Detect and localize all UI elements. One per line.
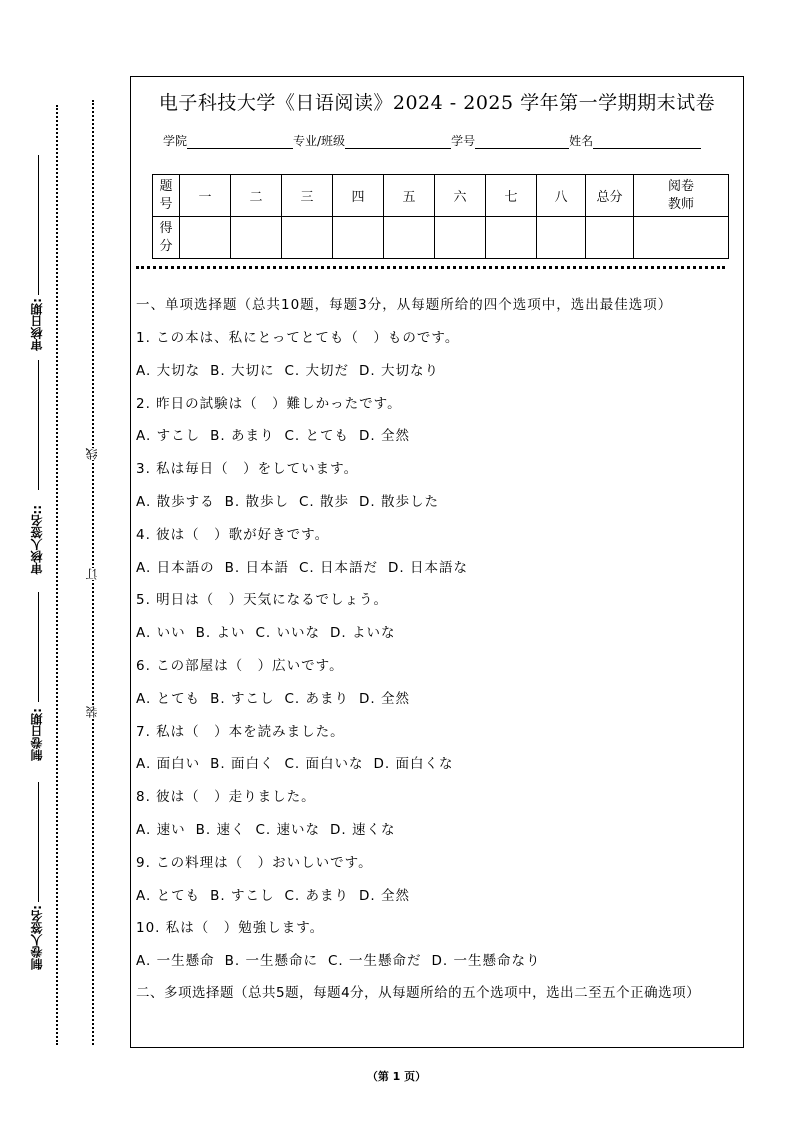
option-b[interactable]: B. すこし: [210, 690, 275, 707]
question-stem: 10. 私は（ ）勉強します。: [136, 920, 325, 937]
major-field[interactable]: [345, 134, 451, 149]
binding-char-ding: 订: [85, 568, 99, 580]
question-stem: 3. 私は毎日（ ）をしています。: [136, 461, 359, 478]
page-number: （第 1 页）: [366, 1070, 427, 1083]
option-b[interactable]: B. 日本語: [224, 559, 289, 576]
option-c[interactable]: C. とても: [284, 428, 349, 445]
option-a[interactable]: A. 面白い: [136, 756, 201, 773]
option-d[interactable]: D. 面白くな: [373, 756, 454, 773]
option-a[interactable]: A. すこし: [136, 428, 201, 445]
score-cell[interactable]: [537, 217, 586, 259]
option-a[interactable]: A. 大切な: [136, 362, 201, 379]
question-stem: 4. 彼は（ ）歌が好きです。: [136, 526, 330, 543]
question-stem: 7. 私は（ ）本を読みました。: [136, 723, 345, 740]
option-c[interactable]: C. 一生懸命だ: [327, 953, 422, 970]
question-options: [136, 818, 405, 838]
option-a[interactable]: A. いい: [136, 625, 186, 642]
score-cell[interactable]: [384, 217, 435, 259]
score-table: [152, 174, 729, 259]
major-label: 专业/班级: [293, 134, 346, 148]
col-header: 二: [231, 175, 282, 217]
question-stem: 9. この料理は（ ）おいしいです。: [136, 854, 373, 871]
college-label: 学院: [163, 134, 188, 148]
option-c[interactable]: C. あまり: [284, 887, 349, 904]
option-d[interactable]: D. 全然: [358, 428, 410, 445]
student-info-row: [163, 132, 701, 149]
reviewer-sign-label: 审核人签名::: [30, 505, 44, 575]
question-stem: 5. 明日は（ ）天気になるでしょう。: [136, 592, 389, 609]
question-options: [136, 949, 550, 969]
option-b[interactable]: B. 大切に: [210, 362, 275, 379]
question-options: [136, 424, 420, 444]
option-c[interactable]: C. 散歩: [298, 494, 349, 510]
binding-char-zhuang: 装: [85, 706, 99, 718]
option-d[interactable]: D. 全然: [358, 690, 410, 707]
reviewer-date-label: 审核日期:: [30, 298, 44, 351]
option-a[interactable]: A. 一生懸命: [136, 953, 215, 970]
option-d[interactable]: D. よいな: [329, 625, 396, 642]
score-total-cell[interactable]: [586, 217, 634, 259]
binding-dotted-line-outer: [56, 105, 58, 1045]
question-stem: 1. この本は、私にとってとても（ ）ものです。: [136, 330, 460, 346]
dotted-separator: [136, 266, 725, 269]
question-options: [136, 687, 420, 707]
question-stem: 8. 彼は（ ）走りました。: [136, 789, 316, 806]
option-b[interactable]: B. 面白く: [210, 756, 275, 773]
option-d[interactable]: D. 日本語な: [387, 559, 468, 576]
question-stem: 6. この部屋は（ ）広いです。: [136, 658, 344, 674]
option-a[interactable]: A. とても: [136, 690, 201, 707]
maker-sign-line: [38, 782, 39, 902]
option-c[interactable]: C. 大切だ: [284, 362, 349, 379]
college-field[interactable]: [187, 134, 293, 149]
col-header: 四: [333, 175, 384, 217]
score-cell[interactable]: [486, 217, 537, 259]
name-label: 姓名: [569, 134, 594, 148]
section2-heading: 二、多项选择题（总共5题，每题4分，从每题所给的五个选项中，选出二至五个正确选项）: [136, 985, 701, 1001]
option-b[interactable]: B. 一生懸命に: [224, 953, 318, 970]
question-options: [136, 359, 449, 379]
option-d[interactable]: D. 一生懸命なり: [431, 953, 541, 970]
question-options: [136, 752, 463, 772]
option-d[interactable]: D. 散歩した: [358, 494, 439, 510]
option-b[interactable]: B. あまり: [210, 428, 275, 445]
col-header: 三: [282, 175, 333, 217]
option-b[interactable]: B. 速く: [195, 822, 246, 838]
option-a[interactable]: A. とても: [136, 887, 201, 904]
student-id-label: 学号: [451, 134, 476, 148]
score-cell[interactable]: [180, 217, 231, 259]
name-field[interactable]: [593, 134, 701, 149]
score-row-header: 得 分: [153, 217, 180, 259]
col-header: 八: [537, 175, 586, 217]
maker-date-line: [38, 592, 39, 702]
grader-header: 阅卷 教师: [634, 175, 729, 217]
question-options: [136, 490, 449, 510]
col-header: 五: [384, 175, 435, 217]
question-options: [136, 884, 420, 904]
score-cell[interactable]: [333, 217, 384, 259]
reviewer-sign-line: [38, 360, 39, 490]
student-id-field[interactable]: [475, 134, 569, 149]
col-header: 一: [180, 175, 231, 217]
option-b[interactable]: B. すこし: [210, 887, 275, 904]
option-c[interactable]: C. 面白いな: [284, 756, 364, 773]
question-stem: 2. 昨日の試験は（ ）難しかったです。: [136, 395, 402, 412]
reviewer-date-line: [38, 155, 39, 295]
maker-sign-label: 制卷人签名:: [30, 905, 44, 970]
option-a[interactable]: A. 散歩する: [136, 494, 215, 510]
option-a[interactable]: A. 日本語の: [136, 559, 215, 576]
option-d[interactable]: D. 全然: [358, 887, 410, 904]
score-cell[interactable]: [435, 217, 486, 259]
option-b[interactable]: B. 散歩し: [224, 494, 289, 510]
question-number-header: 题 号: [153, 175, 180, 217]
option-d[interactable]: D. 大切なり: [358, 362, 439, 379]
grader-cell[interactable]: [634, 217, 729, 259]
option-b[interactable]: B. よい: [195, 625, 246, 642]
option-c[interactable]: C. 速いな: [255, 822, 320, 838]
binding-char-xian: 线: [85, 448, 99, 460]
exam-title: 电子科技大学《日语阅读》2024 - 2025 学年第一学期期末试卷: [158, 92, 716, 114]
col-header-total: 总分: [586, 175, 634, 217]
option-c[interactable]: C. あまり: [284, 690, 349, 707]
score-cell[interactable]: [231, 217, 282, 259]
question-options: [136, 621, 405, 641]
section1-heading: 一、单项选择题（总共10题，每题3分，从每题所给的四个选项中，选出最佳选项）: [136, 297, 673, 313]
option-c[interactable]: C. 日本語だ: [298, 559, 378, 576]
score-cell[interactable]: [282, 217, 333, 259]
col-header: 六: [435, 175, 486, 217]
maker-date-label: 制卷日期:: [30, 708, 44, 761]
option-d[interactable]: D. 速くな: [329, 822, 396, 838]
option-c[interactable]: C. いいな: [255, 625, 320, 642]
question-options: [136, 556, 478, 576]
col-header: 七: [486, 175, 537, 217]
option-a[interactable]: A. 速い: [136, 822, 186, 838]
